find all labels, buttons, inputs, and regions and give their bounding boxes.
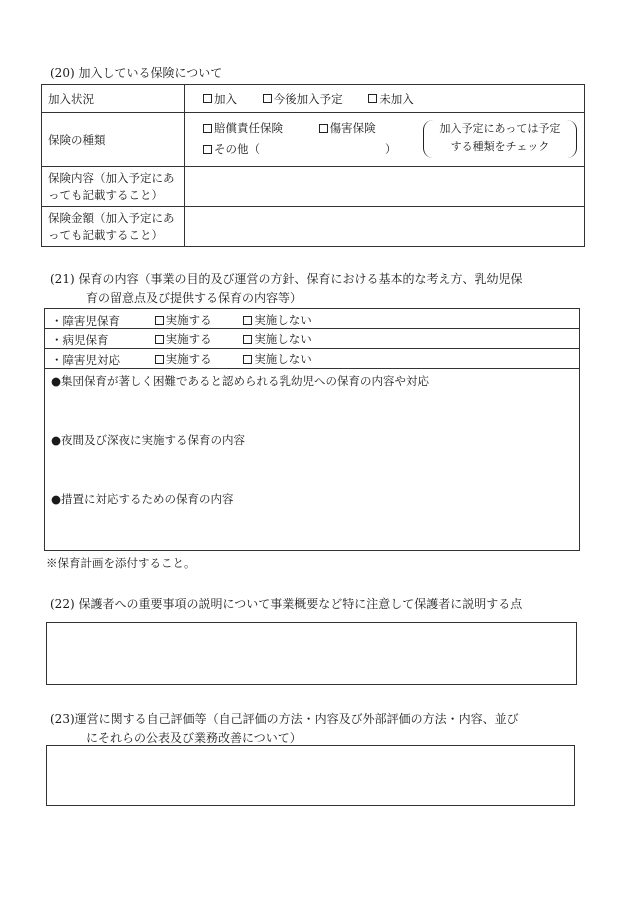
row-disabled-care: ・障害児保育 実施する 実施しない: [51, 313, 312, 328]
status-options: [185, 85, 585, 113]
checkbox-icon: [155, 335, 164, 344]
disabled-care-no[interactable]: 実施しない: [243, 312, 312, 328]
checkbox-icon: [243, 355, 252, 364]
status-label: 加入状況: [42, 85, 185, 113]
type-label: 保険の種類: [42, 113, 185, 167]
disability-response-yes[interactable]: 実施する: [155, 351, 212, 367]
type-option-other[interactable]: その他（: [203, 141, 260, 157]
bullet-group-care: ●集団保育が著しく困難であると認められる乳幼児への保育の内容や対応: [51, 374, 430, 388]
checkbox-icon: [368, 94, 377, 103]
checkbox-icon: [263, 94, 272, 103]
checkbox-icon: [243, 335, 252, 344]
checkbox-icon: [203, 124, 212, 133]
section-22-input[interactable]: [46, 622, 577, 685]
sick-care-no[interactable]: 実施しない: [243, 331, 312, 347]
checkbox-icon: [155, 316, 164, 325]
content-label: 保険内容（加入予定にあ っても記載すること）: [42, 167, 185, 207]
checkbox-icon: [155, 355, 164, 364]
amount-label: 保険金額（加入予定にあ っても記載すること）: [42, 207, 185, 247]
type-options: [185, 113, 585, 167]
amount-field[interactable]: [185, 207, 585, 247]
section-21-title-line1: (21) 保育の内容（事業の目的及び運営の方針、保育における基本的な考え方、乳幼児保: [50, 272, 523, 286]
type-option-injury[interactable]: 傷害保険: [319, 120, 376, 136]
section-21-footnote: ※保育計画を添付すること。: [46, 556, 196, 570]
section-22-title: (22) 保護者への重要事項の説明について事業概要など特に注意して保護者に説明する点: [50, 597, 523, 611]
type-other-close: ）: [385, 142, 397, 156]
status-option-planned[interactable]: 今後加入予定: [263, 91, 343, 107]
section-20-title: (20) 加入している保険について: [50, 66, 223, 80]
checkbox-icon: [203, 145, 212, 154]
checkbox-icon: [203, 94, 212, 103]
insurance-table: [41, 84, 585, 247]
checkbox-icon: [319, 124, 328, 133]
type-option-liability[interactable]: 賠償責任保険: [203, 120, 283, 136]
type-note: 加入予定にあっては予定 する種類をチェック: [423, 120, 577, 158]
disability-response-no[interactable]: 実施しない: [243, 351, 312, 367]
content-field[interactable]: [185, 167, 585, 207]
row-disability-response: ・障害児対応 実施する 実施しない: [51, 352, 312, 367]
checkbox-icon: [243, 316, 252, 325]
sick-care-yes[interactable]: 実施する: [155, 331, 212, 347]
section-23-title-line1: (23)運営に関する自己評価等（自己評価の方法・内容及び外部評価の方法・内容、並び: [50, 712, 519, 726]
bullet-measure-care: ●措置に対応するための保育の内容: [51, 492, 234, 506]
section-23-title-line2: にそれらの公表及び業務改善について）: [86, 731, 302, 745]
row-sick-care: ・病児保育 実施する 実施しない: [51, 332, 312, 347]
status-option-joined[interactable]: 加入: [203, 91, 237, 107]
section-21-title-line2: 育の留意点及び提供する保育の内容等）: [86, 291, 303, 305]
section-23-input[interactable]: [46, 745, 575, 806]
bullet-night-care: ●夜間及び深夜に実施する保育の内容: [51, 433, 246, 447]
care-content-box: [44, 308, 580, 551]
disabled-care-yes[interactable]: 実施する: [155, 312, 212, 328]
status-option-not-joined[interactable]: 未加入: [368, 91, 414, 107]
